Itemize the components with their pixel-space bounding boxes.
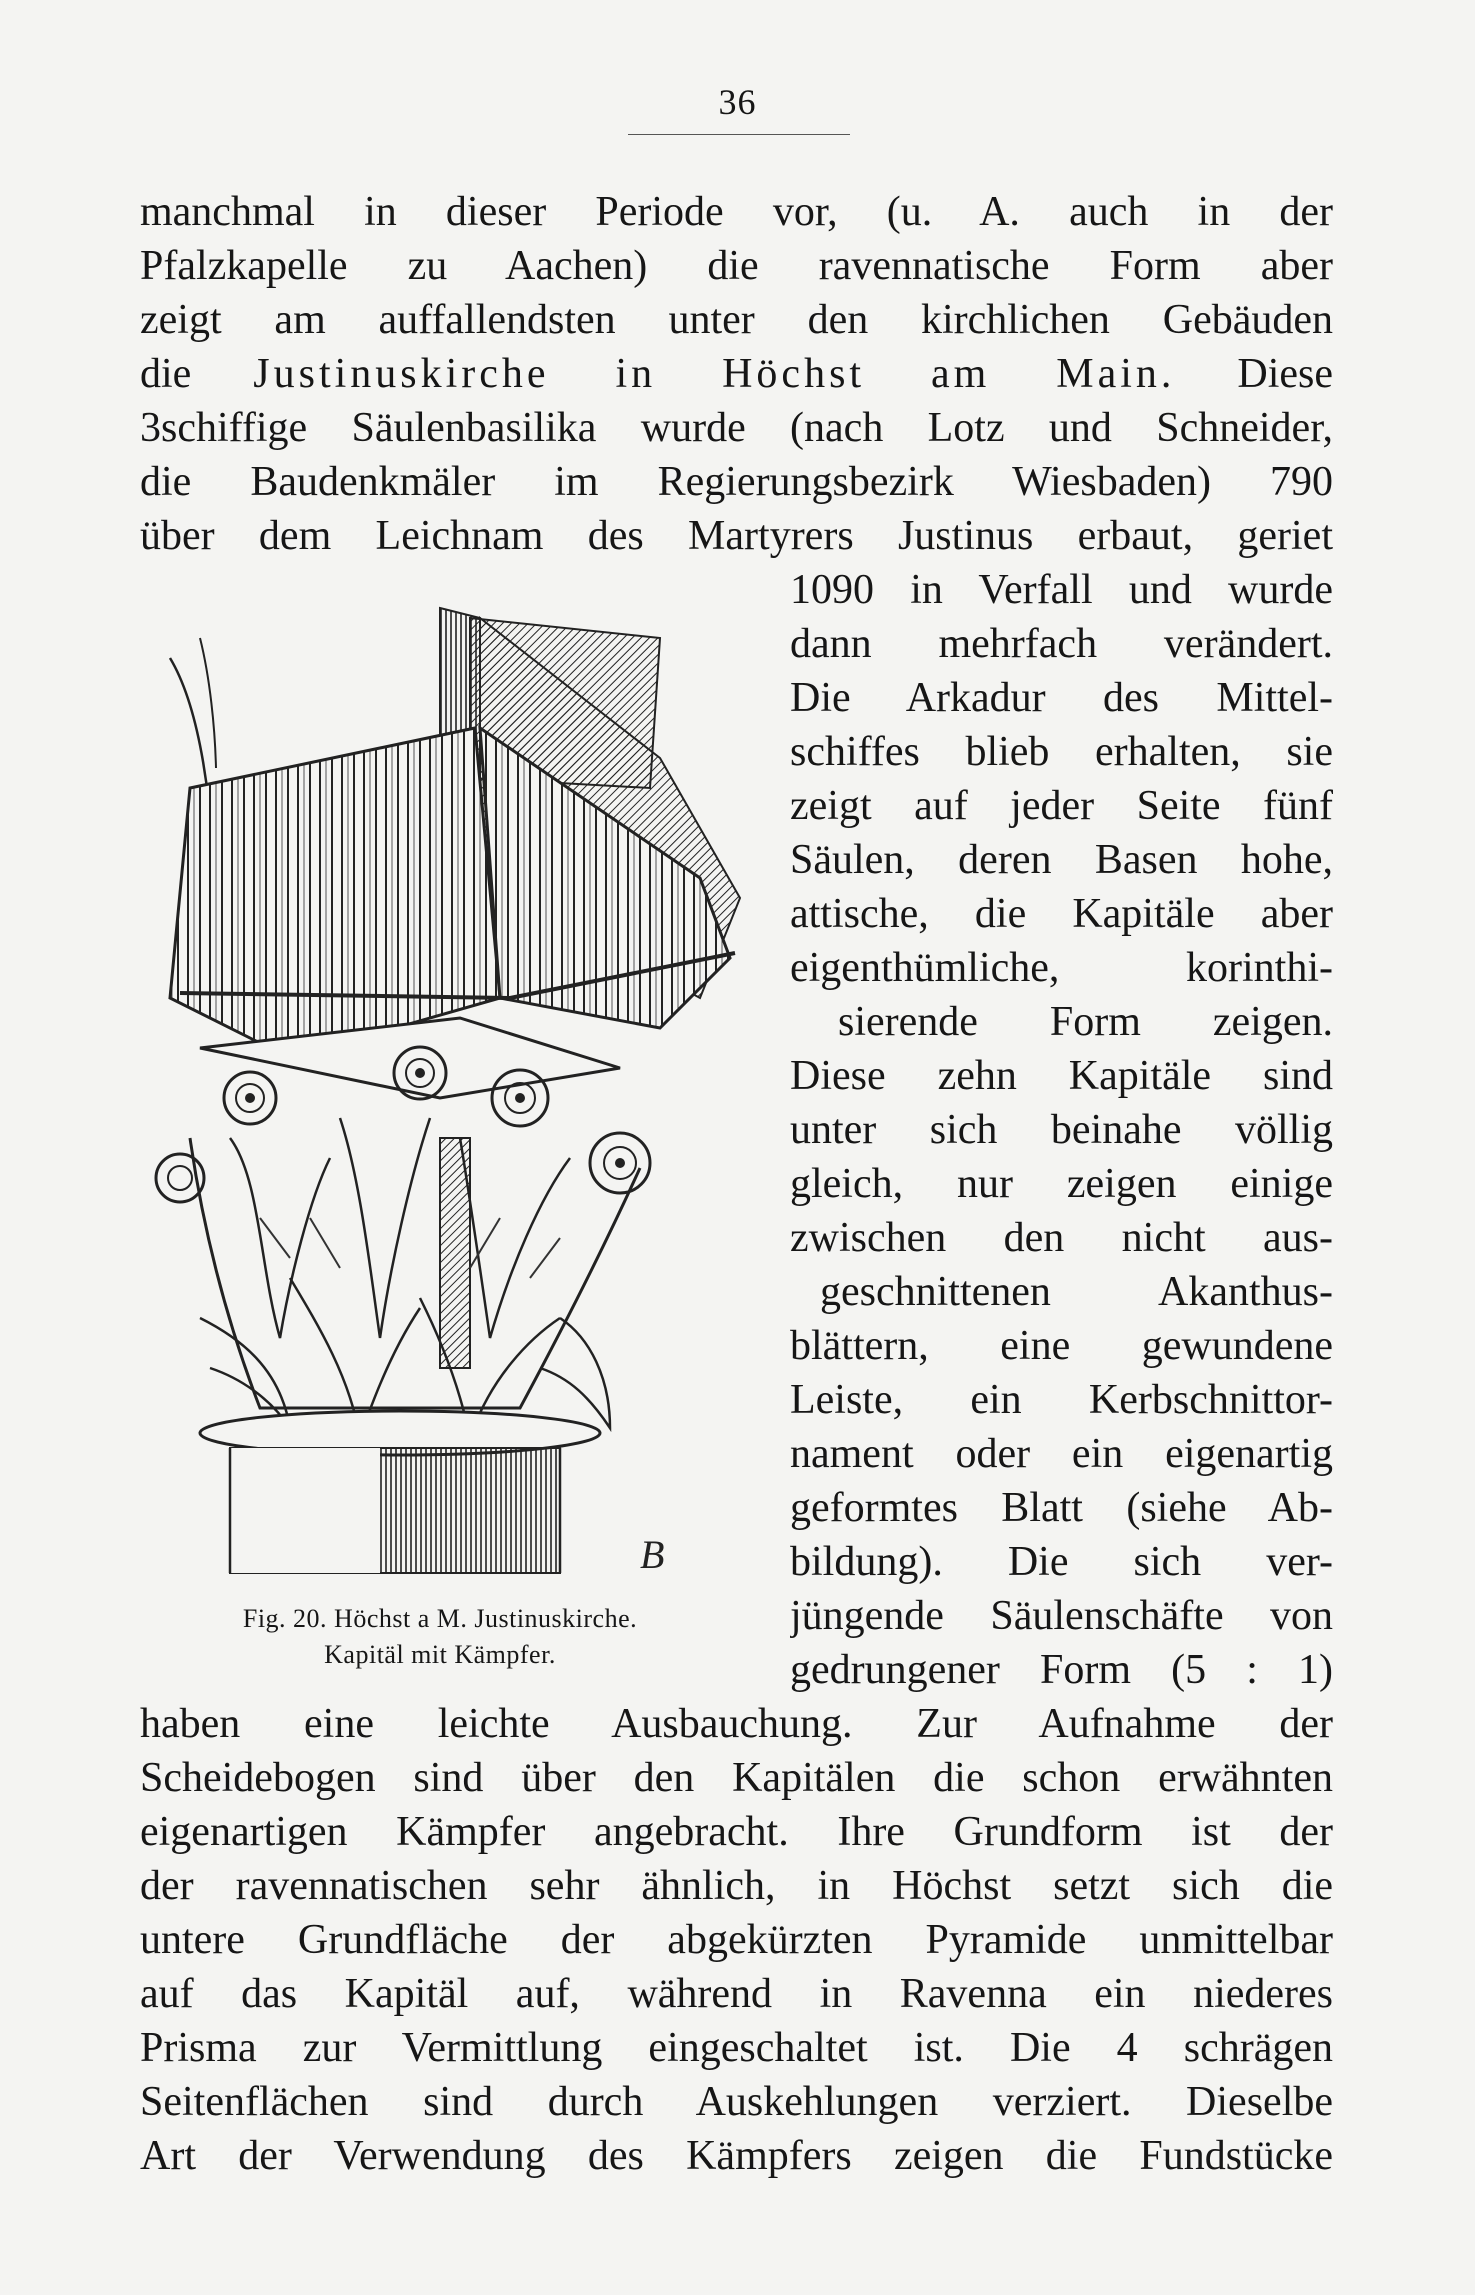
side-line-8: eigenthümliche, korinthi-	[790, 945, 1333, 991]
side-line-16: Leiste, ein Kerbschnittor-	[790, 1377, 1333, 1423]
acanthus-upper-1	[230, 1138, 330, 1338]
figure-caption-line-2: Kapitäl mit Kämpfer.	[324, 1640, 556, 1669]
acanthus-lower-4	[540, 1318, 610, 1428]
capital-bell	[190, 1138, 640, 1408]
side-line-13: zwischen den nicht aus-	[790, 1215, 1333, 1261]
body-line-bottom-6: auf das Kapitäl auf, während in Ravenna ein niederes	[140, 1971, 1333, 2017]
arch-line-left-2	[200, 638, 216, 768]
body-line-1: manchmal in dieser Periode vor, (u. A. auch in der	[140, 189, 1333, 235]
side-line-15: blättern, eine gewundene	[790, 1323, 1333, 1369]
body-line-bottom-4: der ravennatischen sehr ähnlich, in Höchst setzt sich die	[140, 1863, 1333, 1909]
side-line-20: jüngende Säulenschäfte von	[790, 1593, 1333, 1639]
side-line-6: Säulen, deren Basen hohe,	[790, 837, 1333, 883]
side-line-19: bildung). Die sich ver-	[790, 1539, 1333, 1585]
twisted-band	[440, 1138, 470, 1368]
body-line-bottom-9: Art der Verwendung des Kämpfers zeigen die Fundstücke	[140, 2133, 1333, 2179]
body-line-bottom-3: eigenartigen Kämpfer angebracht. Ihre Grundform ist der	[140, 1809, 1333, 1855]
line-4-start: die	[140, 351, 254, 397]
artist-monogram: B	[640, 1532, 665, 1577]
side-line-11: unter sich beinahe völlig	[790, 1107, 1333, 1153]
line-4-end: Diese	[1175, 351, 1333, 397]
body-line-bottom-7: Prisma zur Vermittlung eingeschaltet ist. Die 4 schrägen	[140, 2025, 1333, 2071]
body-line-3: zeigt am auffallendsten unter den kirchlichen Gebäuden	[140, 297, 1333, 343]
figure-caption-line-1: Fig. 20. Höchst a M. Justinuskirche.	[242, 1604, 638, 1633]
impost-fluted-front	[170, 728, 500, 1058]
body-line-5: 3schiffige Säulenbasilika wurde (nach Lotz und Schneider,	[140, 405, 1333, 451]
body-line-bottom-2: Scheidebogen sind über den Kapitälen die schon erwähnten	[140, 1755, 1333, 1801]
acanthus-upper-2	[340, 1118, 430, 1338]
body-line-4	[140, 348, 1333, 400]
page-number: 36	[718, 82, 757, 122]
body-line-2: Pfalzkapelle zu Aachen) die ravennatische Form aber	[140, 243, 1333, 289]
acanthus-lower-1	[200, 1318, 290, 1428]
side-line-14: geschnittenen Akanthus-	[820, 1269, 1333, 1315]
side-line-5: zeigt auf jeder Seite fünf	[790, 783, 1333, 829]
page-number-rule	[628, 134, 850, 135]
side-line-10: Diese zehn Kapitäle sind	[790, 1053, 1333, 1099]
body-line-bottom-5: untere Grundfläche der abgekürzten Pyramide unmittelbar	[140, 1917, 1333, 1963]
side-line-2: dann mehrfach verändert.	[790, 621, 1333, 667]
capital-illustration	[140, 578, 760, 1578]
side-line-21: gedrungener Form (5 : 1)	[790, 1647, 1333, 1693]
acanthus-upper-3	[460, 1138, 570, 1338]
side-line-1: 1090 in Verfall und wurde	[790, 567, 1333, 613]
body-line-7: über dem Leichnam des Martyrers Justinus erbaut, geriet	[140, 513, 1333, 559]
side-line-7: attische, die Kapitäle aber	[790, 891, 1333, 937]
church-name-spaced: Justinuskirche in Höchst am Main.	[253, 351, 1176, 397]
body-line-bottom-1: haben eine leichte Ausbauchung. Zur Aufnahme der	[140, 1701, 1333, 1747]
body-line-6: die Baudenkmäler im Regierungsbezirk Wiesbaden) 790	[140, 459, 1333, 505]
side-line-3: Die Arkadur des Mittel-	[790, 675, 1333, 721]
side-line-12: gleich, nur zeigen einige	[790, 1161, 1333, 1207]
body-line-bottom-8: Seitenflächen sind durch Auskehlungen verziert. Dieselbe	[140, 2079, 1333, 2125]
side-line-17: nament oder ein eigenartig	[790, 1431, 1333, 1477]
side-line-4: schiffes blieb erhalten, sie	[790, 729, 1333, 775]
side-line-18: geformtes Blatt (siehe Ab-	[790, 1485, 1333, 1531]
side-line-9: sierende Form zeigen.	[838, 999, 1333, 1045]
